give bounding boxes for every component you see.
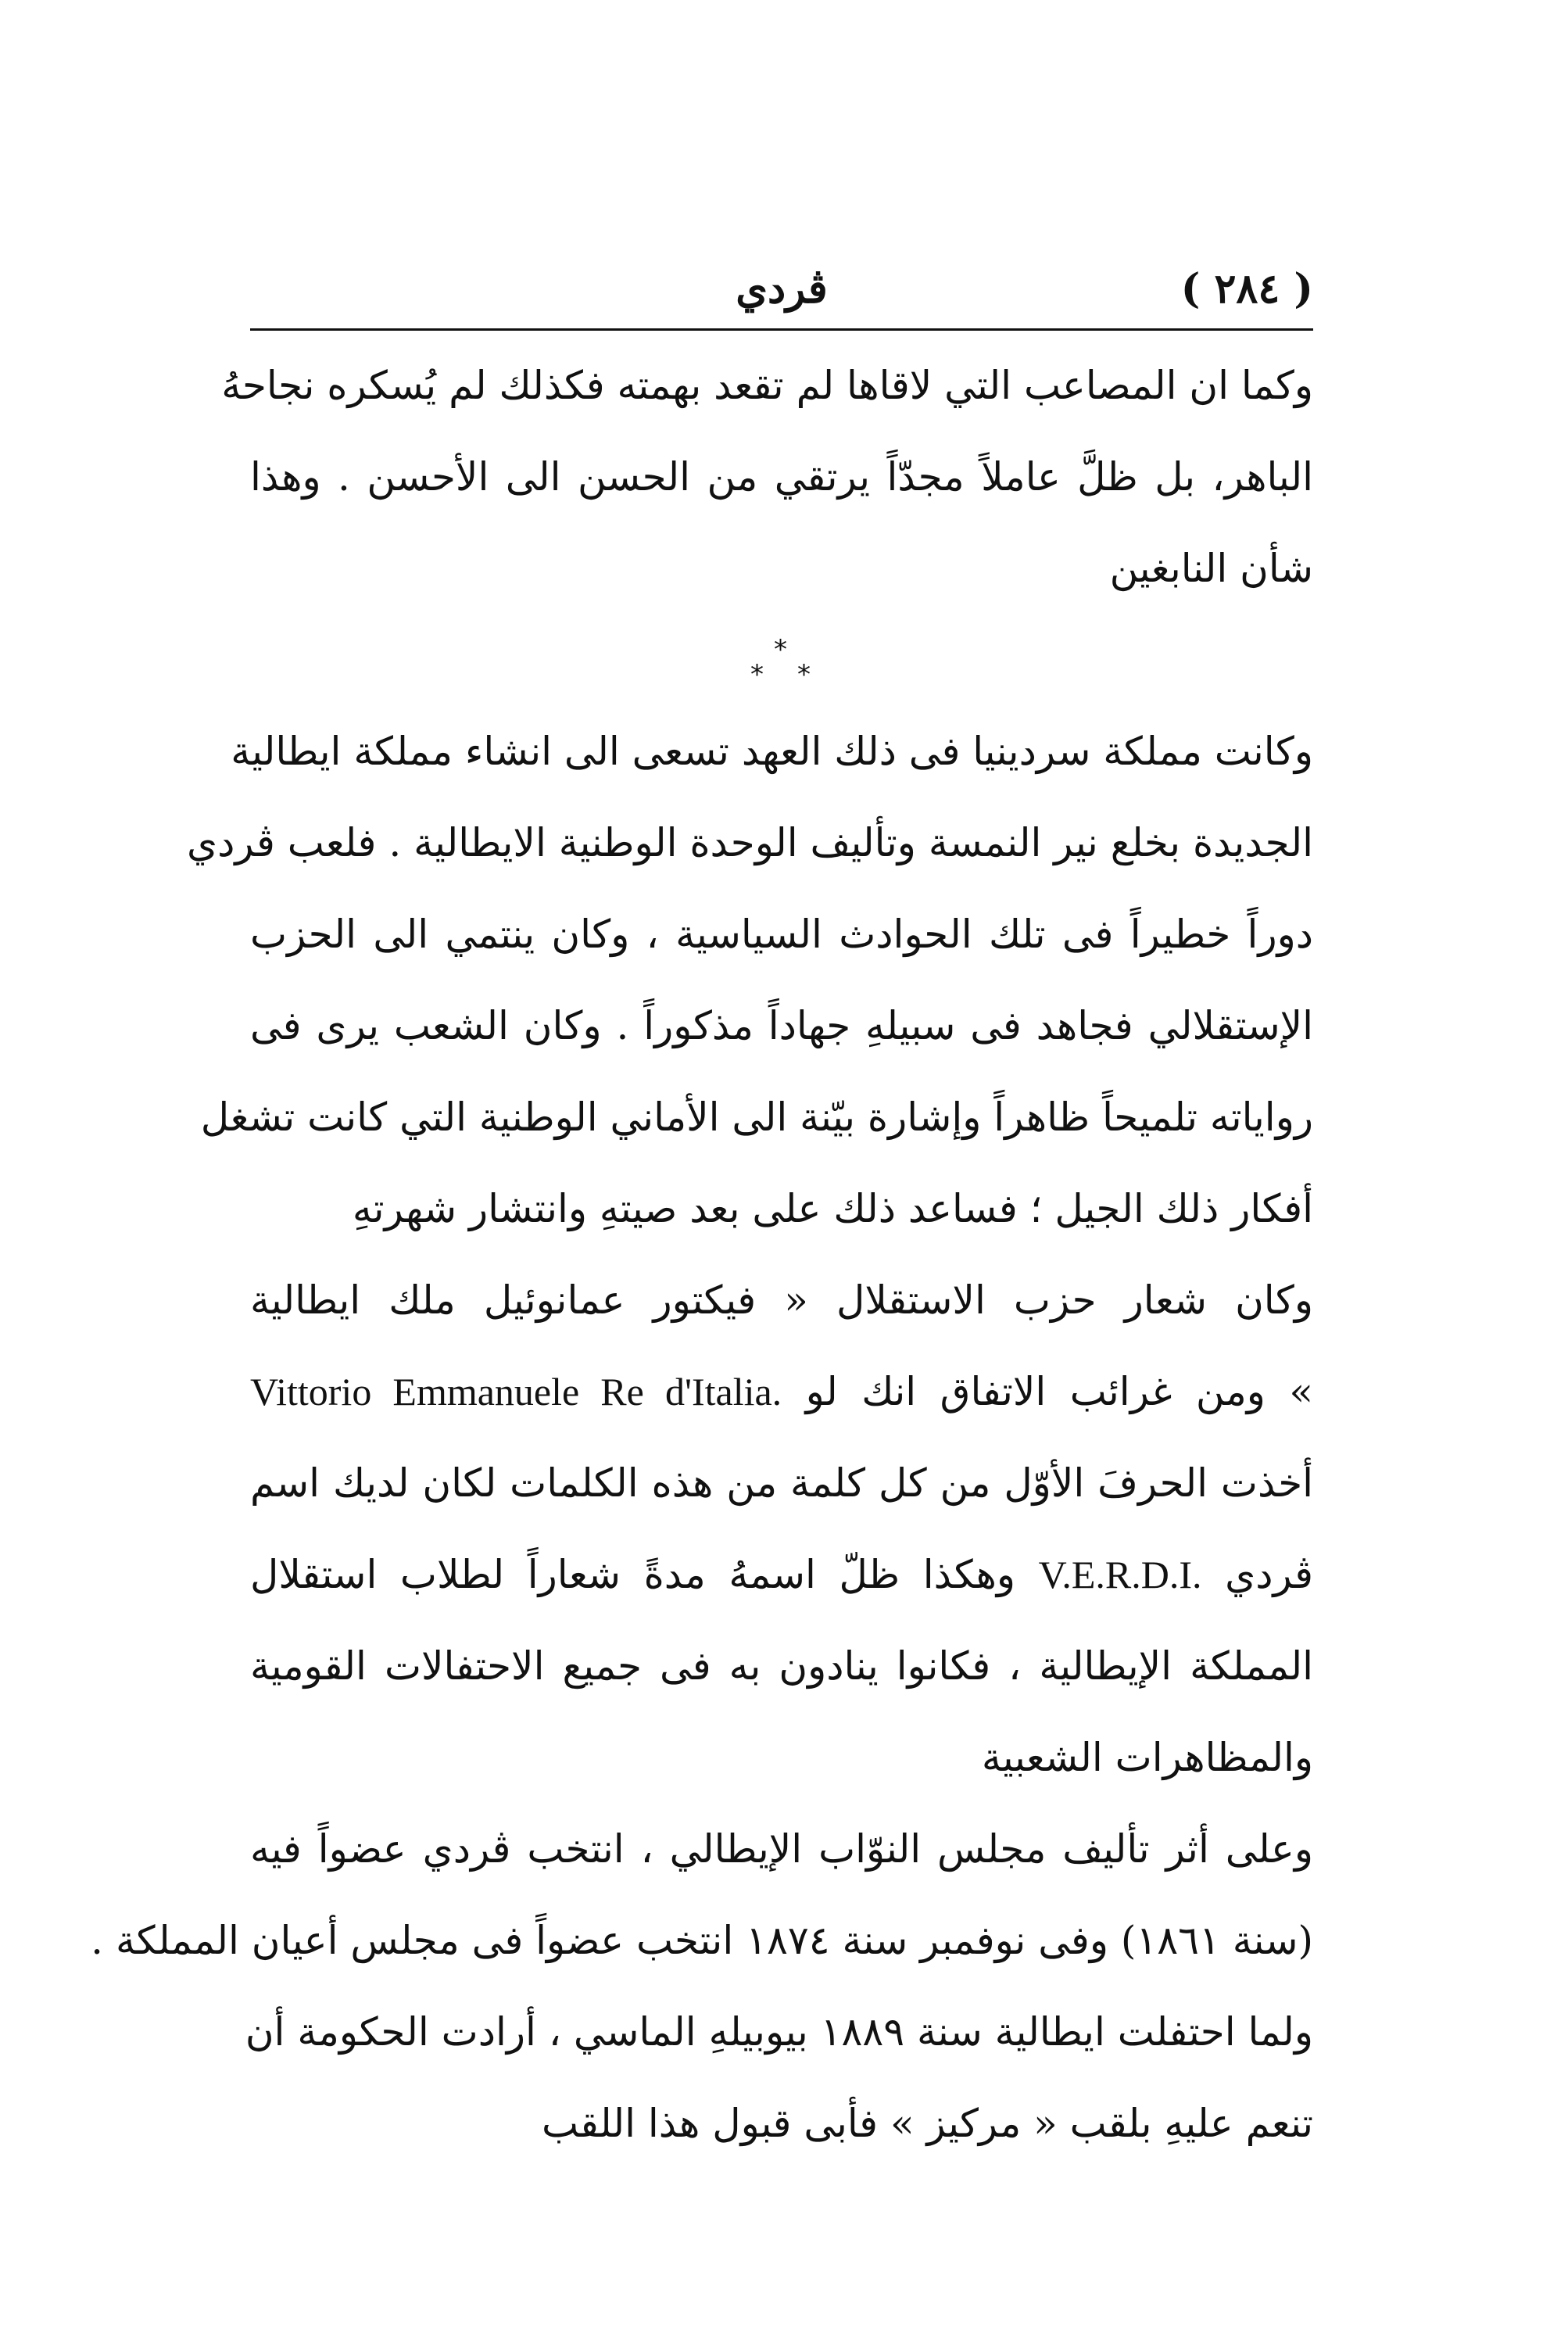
text-line: وكما ان المصاعب التي لاقاها لم تقعد بهمته فكذلك لم يُسكره نجاحهُ xyxy=(221,363,1313,408)
text-line: وعلى أثر تأليف مجلس النوّاب الإيطالي ، انتخب ڤردي عضواً فيه xyxy=(250,1826,1313,1872)
section-separator xyxy=(250,614,1313,706)
text-line: ولما احتفلت ايطالية سنة ١٨٨٩ بيوبيلهِ الماسي ، أرادت الحكومة أن xyxy=(245,2009,1313,2055)
page-header xyxy=(250,258,1313,328)
text-line: أفكار ذلك الجيل ؛ فساعد ذلك على بعد صيتهِ وانتشار شهرتهِ xyxy=(352,1186,1313,1231)
text-line: دوراً خطيراً فى تلك الحوادث السياسية ، وكان ينتمي الى الحزب xyxy=(250,912,1313,957)
page-number: ( ٢٨٤ ) xyxy=(1180,265,1313,313)
text-segment: » ومن غرائب الاتفاق انك لو xyxy=(805,1369,1313,1414)
text-line: الجديدة بخلع نير النمسة وتأليف الوحدة الوطنية الايطالية . فلعب ڤردي xyxy=(187,820,1313,865)
text-segment: وهكذا ظلّ اسمهُ مدةً شعاراً لطلاب استقلال xyxy=(250,1552,1016,1597)
running-title: ڤردي xyxy=(736,265,828,313)
text-line: والمظاهرات الشعبية xyxy=(981,1735,1313,1780)
text-line: وكانت مملكة سردينيا فى ذلك العهد تسعى الى انشاء مملكة ايطالية xyxy=(231,729,1313,774)
text-line: أخذت الحرفَ الأوّل من كل كلمة من هذه الكلمات لكان لديك اسم xyxy=(250,1460,1313,1506)
text-line: الإستقلالي فجاهد فى سبيلهِ جهاداً مذكوراً . وكان الشعب يرى فى xyxy=(250,1003,1313,1048)
text-line: وكان شعار حزب الاستقلال « فيكتور عمانوئيل ملك ايطالية xyxy=(250,1277,1313,1323)
text-line: المملكة الإيطالية ، فكانوا ينادون به فى جميع الاحتفالات القومية xyxy=(250,1643,1313,1689)
text-line-mixed xyxy=(250,1346,1313,1438)
latin-acronym: V.E.R.D.I. xyxy=(1038,1553,1202,1596)
text-line-mixed xyxy=(250,1529,1313,1621)
text-line: الباهر، بل ظلَّ عاملاً مجدّاً يرتقي من الحسن الى الأحسن . وهذا xyxy=(250,454,1313,500)
asterisk: * xyxy=(750,659,764,690)
body-text xyxy=(91,340,1313,2170)
text-line: رواياته تلميحاً ظاهراً وإشارة بيّنة الى الأماني الوطنية التي كانت تشغل xyxy=(200,1095,1313,1140)
text-line: (سنة ١٨٦١) وفى نوفمبر سنة ١٨٧٤ انتخب عضواً فى مجلس أعيان المملكة . xyxy=(91,1918,1313,1963)
asterisk: * xyxy=(797,659,811,690)
header-rule xyxy=(250,328,1313,331)
text-line: شأن النابغين xyxy=(1109,546,1313,591)
text-segment: ڤردي xyxy=(1225,1552,1313,1597)
text-line: تنعم عليهِ بلقب « مركيز » فأبى قبول هذا اللقب xyxy=(541,2101,1313,2146)
asterisk: * xyxy=(774,634,787,665)
latin-motto: Vittorio Emmanuele Re d'Italia. xyxy=(250,1370,782,1414)
